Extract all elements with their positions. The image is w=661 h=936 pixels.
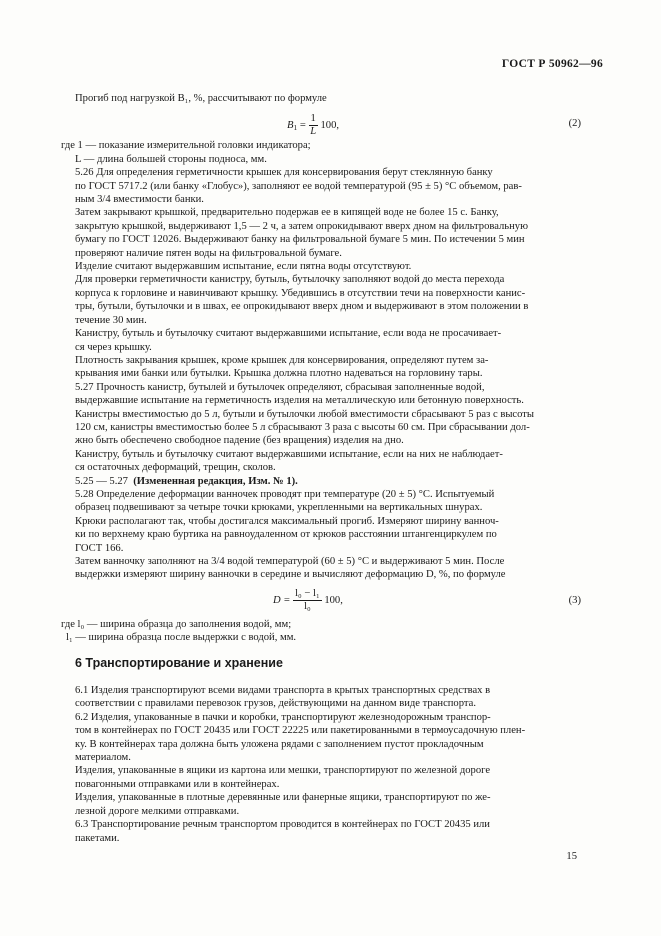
formula-legend: где 1 — показание измерительной головки индикатора; L — длина большей стороны подноса, мм.: [61, 140, 311, 165]
amendment-note: 5.25 — 5.27 (Измененная редакция, Изм. № 1).: [75, 475, 298, 487]
paragraph: Затем ванночку заполняют на 3/4 водой температурой (60 ± 5) °С и выдерживают 5 мин. После выдержки измеряют ширину ванночки в середине и вычисляют деформацию D, %, по формуле: [75, 556, 506, 581]
body-text: [61, 92, 581, 845]
formula-number: (2): [568, 118, 581, 130]
paragraph-5-26: 5.26 Для определения герметичности крышек для консервирования берут стеклянную банку по ГОСТ 5717.2 (или банку «Глобус»), заполняют ее водой температурой (95 ± 5) °С объемом, рав- ным 3/4 вместимости банки.: [75, 167, 522, 206]
paragraph: Затем закрывают крышкой, предварительно подержав ее в кипящей воде не более 15 с. Банку, закрытую крышкой, выдерживают 1,5 — 2 ч, а затем опрокидывают вверх дном на фильтровальную бумагу по ГОСТ 12026. Выдерживают банку на фильтровальной бумаге 5 мин. По истечении 5 мин проверяют наличие пятен воды на фильтровальной бумаге.: [75, 207, 529, 259]
formula-number: (3): [568, 594, 581, 606]
formula-3: D = $\frac{\text{l₀ − l₁}}{\text{l₀}}$ 100, (3): [273, 587, 581, 612]
document-header: ГОСТ Р 50962—96: [501, 58, 603, 70]
paragraph: Для проверки герметичности канистру, бутыль, бутылочку заполняют водой до места перехода корпуса к горловине и навинчивают крышку. Убедившись в отсутствии течи на поверхности канис- тры, бутыли, бутылочки и в швах, ее опрокидывают вверх дном и выдерживают в этом положении в течение 30 мин.: [75, 274, 529, 326]
paragraph: Крюки располагают так, чтобы достигался максимальный прогиб. Измеряют ширину ванноч- ки по верхнему краю буртика на равноудаленном от крюков расстоянии штангенциркулем по ГОСТ 166.: [75, 515, 499, 554]
paragraph-5-28: 5.28 Определение деформации ванночек проводят при температуре (20 ± 5) °С. Испытуемый образец подвешивают за четыре точки крюками, укрепленными на вертикальных шнурах.: [75, 488, 495, 514]
formula-legend: где l₀ — ширина образца до заполнения водой, мм; l₁ — ширина образца после выдержки с водой, мм.: [61, 618, 297, 644]
paragraph: Канистру, бутыль и бутылочку считают выдержавшими испытание, если на них не наблюдает- ся остаточных деформаций, трещин, сколов.: [75, 448, 503, 474]
paragraph-6-3: 6.3 Транспортирование речным транспортом проводится в контейнерах по ГОСТ 20435 или пакетами.: [75, 819, 490, 844]
paragraph: Изделия, упакованные в плотные деревянные или фанерные ящики, транспортируют по же- лезной дороге мелкими отправками.: [75, 792, 491, 817]
page-number: 15: [566, 851, 577, 862]
paragraph: Плотность закрывания крышек, кроме крышек для консервирования, определяют путем за- крывания ими банки или бутылки. Крышка должна плотно надеваться на горловину тары.: [75, 354, 489, 380]
formula-intro: Прогиб под нагрузкой B₁, %, рассчитывают по формуле: [75, 93, 327, 104]
paragraph: Изделия, упакованные в ящики из картона или мешки, транспортируют по железной дороге повагонными отправками или в контейнерах.: [75, 765, 491, 790]
paragraph-6-2: 6.2 Изделия, упакованные в пачки и коробки, транспортируют железнодорожным транспор- том в контейнерах по ГОСТ 20435 или ГОСТ 22225 или пакетированными в термоусадочную плен- ку. В контейнерах тара должна быть уложена рядами с заполнением пустот прокладочным материалом.: [75, 711, 526, 764]
formula-2: $B_1$ = $\frac{1}{L}$ 100, (2): [287, 113, 581, 138]
section-heading: 6 Транспортирование и хранение: [75, 655, 283, 670]
paragraph-5-27: 5.27 Прочность канистр, бутылей и бутылочек определяют, сбрасывая заполненные водой, выдержавшие испытание на герметичность изделия на металлическую или бетонную поверхность. Канистры вместимостью до 5 л, бутыли и бутылочки любой вместимости сбрасывают 5 раз с высоты 120 см, канистры вместимостью более 5 л сбрасывают 3 раза с высоты 60 см. При сбрасывании дол- жно быть обеспечено свободное падение (без вращения) изделия на дно.: [75, 381, 535, 447]
paragraph: Изделие считают выдержавшим испытание, если пятна воды отсутствуют.: [75, 261, 412, 273]
paragraph: Канистру, бутыль и бутылочку считают выдержавшими испытание, если вода не просачивает- ся через крышку.: [75, 328, 502, 353]
paragraph-6-1: 6.1 Изделия транспортируют всеми видами транспорта в крытых транспортных средствах в соответствии с правилами перевозок грузов, действующими на данном виде транспорта.: [75, 685, 491, 710]
